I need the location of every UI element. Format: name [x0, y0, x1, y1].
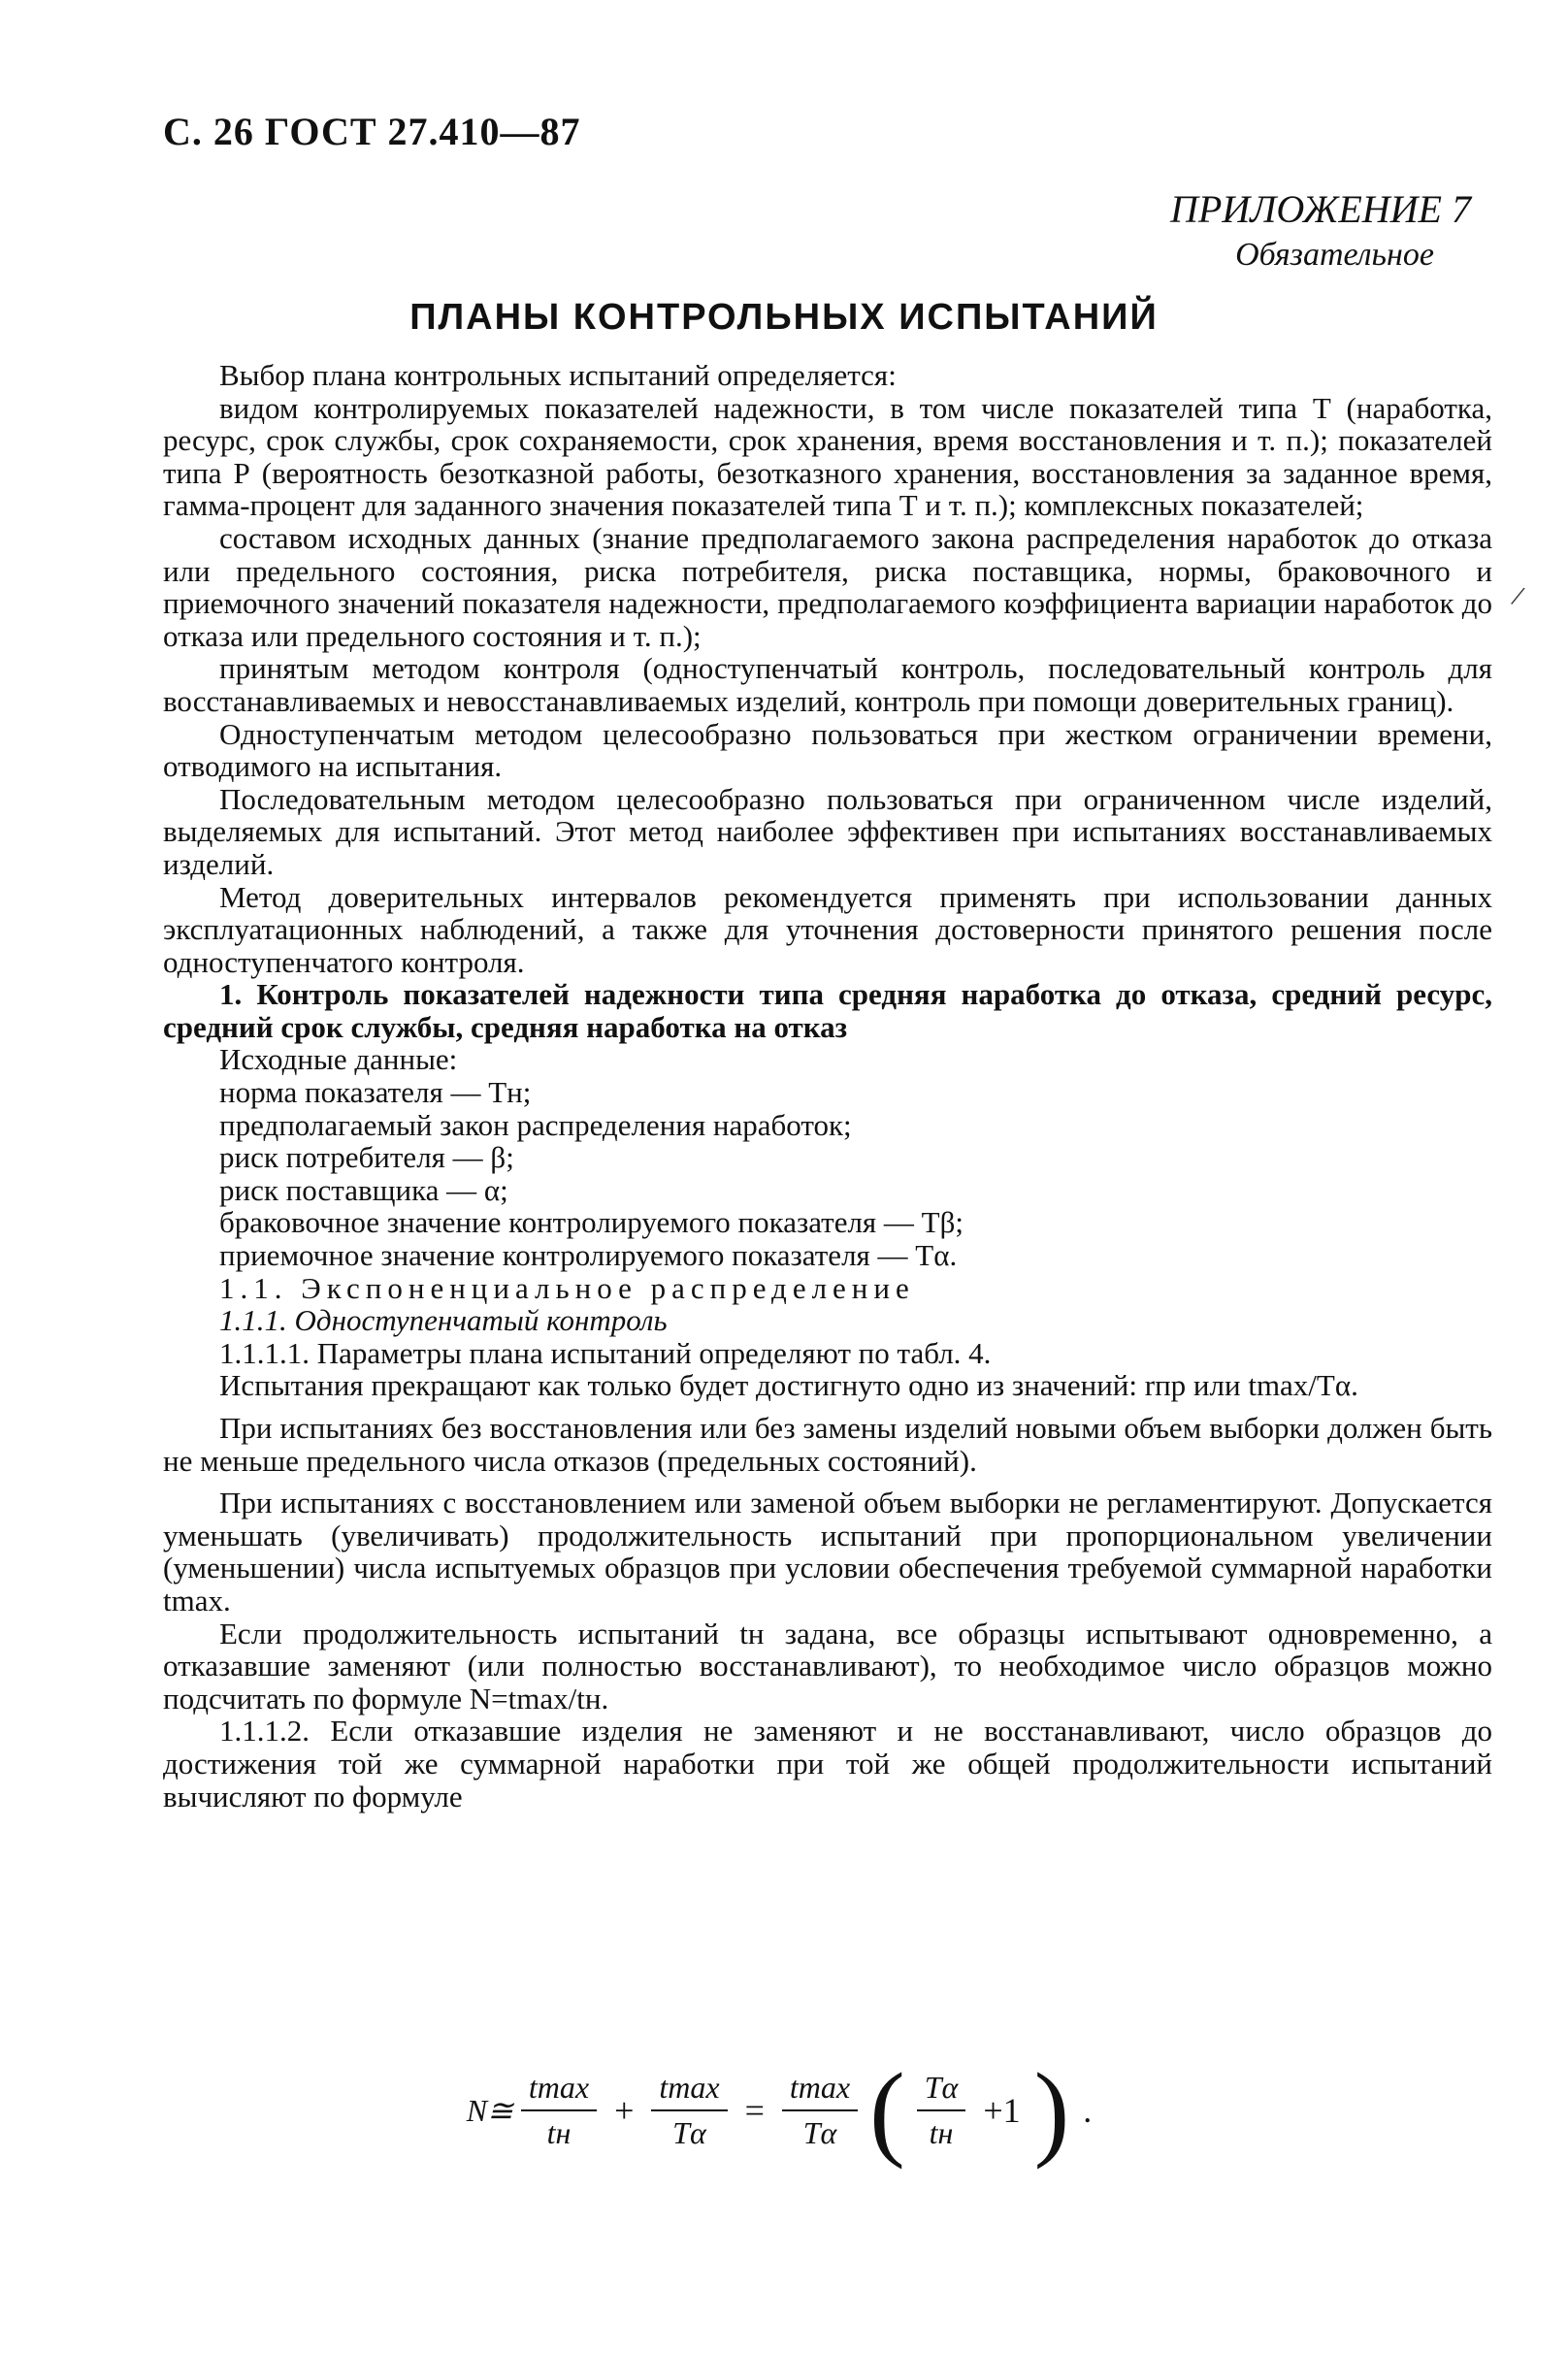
paragraph-criteria-method: принятым методом контроля (одноступенчатый контроль, последовательный контроль для восстанавливаемых и невосстанавливаемых изделий, контроль при помощи доверительных границ).: [163, 651, 1492, 718]
formula-left-paren: (: [869, 2051, 905, 2170]
section-heading-1-1-1: 1.1.1. Одноступенчатый контроль: [219, 1303, 668, 1338]
formula-fraction: [782, 2070, 858, 2151]
formula: [0, 2051, 1568, 2170]
formula-lhs: N≅: [466, 2093, 513, 2128]
source-item: предполагаемый закон распределения наработок;: [219, 1107, 852, 1142]
paragraph-no-restore: При испытаниях без восстановления или без замены изделий новыми объем выборки должен быть не меньше предельного числа отказов (предельных состояний).: [163, 1411, 1492, 1478]
paragraph-single-stage: Одноступенчатым методом целесообразно пользоваться при жестком ограничении времени, отводимого на испытания.: [163, 716, 1492, 784]
formula-fraction: [917, 2070, 966, 2151]
section-heading-1-1-1-1: 1.1.1.1. Параметры плана испытаний определяют по табл. 4.: [219, 1335, 992, 1370]
paragraph-1-1-1-2: 1.1.1.2. Если отказавшие изделия не заменяют и не восстанавливают, число образцов до достижения той же суммарной наработки при той же общей продолжительности испытаний вычисляют по формуле: [163, 1714, 1492, 1814]
paragraph-with-restore: При испытаниях с восстановлением или заменой объем выборки не регламентируют. Допускается уменьшать (увеличивать) продолжительность испытаний при пропорциональном увеличении (уменьшении) числа испытуемых образцов при условии обеспечения требуемой суммарной наработки tmax.: [163, 1486, 1492, 1618]
formula-fraction: [521, 2070, 597, 2151]
formula-numerator: Tα: [917, 2070, 966, 2111]
document-body: [163, 359, 1492, 1813]
formula-right-paren: ): [1033, 2051, 1070, 2170]
formula-end: .: [1083, 2091, 1093, 2130]
source-item: риск потребителя — β;: [219, 1140, 514, 1175]
formula-plus-one: +1: [983, 2091, 1021, 2130]
formula-numerator: tmax: [521, 2070, 597, 2111]
appendix-status: Обязательное: [1235, 237, 1434, 273]
appendix-title: ПРИЛОЖЕНИЕ 7: [1170, 187, 1471, 231]
formula-denominator: tн: [546, 2115, 572, 2150]
page-header: С. 26 ГОСТ 27.410—87: [163, 110, 581, 153]
formula-denominator: tн: [929, 2115, 954, 2150]
formula-numerator: tmax: [782, 2070, 858, 2111]
section-heading-1-1: 1.1. Экспоненциальное распределение: [219, 1270, 915, 1305]
source-item: браковочное значение контролируемого показателя — Tβ;: [219, 1205, 964, 1240]
paragraph-intro: Выбор плана контрольных испытаний определяется:: [219, 358, 897, 392]
formula-denominator: Tα: [802, 2115, 837, 2150]
formula-plus: +: [614, 2091, 635, 2130]
paragraph-confidence: Метод доверительных интервалов рекомендуется применять при использовании данных эксплуатационных наблюдений, а также для уточнения достоверности принятого решения после одноступенчатого контроля.: [163, 879, 1492, 979]
formula-equals: =: [744, 2091, 765, 2130]
source-item: приемочное значение контролируемого показателя — Tα.: [219, 1238, 958, 1273]
section-heading-1: 1. Контроль показателей надежности типа средняя наработка до отказа, средний ресурс, средний срок службы, средняя наработка на отказ: [163, 977, 1492, 1044]
paragraph-criteria-type: видом контролируемых показателей надежности, в том числе показателей типа Т (наработка, ресурс, срок службы, срок сохраняемости, срок хранения, время восстановления и т. п.); показателей типа Р (вероятность безотказной работы, безотказного хранения, восстановления за заданное время, гамма-процент для заданного значения показателей типа Т и т. п.); комплексных показателей;: [163, 390, 1492, 523]
source-item: риск поставщика — α;: [219, 1172, 508, 1207]
source-item: норма показателя — Tн;: [219, 1075, 532, 1110]
paragraph-sequential: Последовательным методом целесообразно пользоваться при ограниченном числе изделий, выделяемых для испытаний. Этот метод наиболее эффективен при испытаниях восстанавливаемых изделий.: [163, 781, 1492, 881]
formula-fraction: [651, 2070, 727, 2151]
paragraph-stop-condition: Испытания прекращают как только будет достигнуто одно из значений: rпр или tmax/Tα.: [219, 1368, 1358, 1403]
source-data-heading: Исходные данные:: [219, 1042, 458, 1077]
paragraph-criteria-source: составом исходных данных (знание предполагаемого закона распределения наработок до отказа или предельного состояния, риска потребителя, риска поставщика, нормы, браковочного и приемочного значений показателя надежности, предполагаемого коэффициента вариации наработок до отказа или предельного состояния и т. п.);: [163, 520, 1492, 653]
margin-mark: /: [1508, 579, 1527, 613]
paragraph-sample-count: Если продолжительность испытаний tн задана, все образцы испытывают одновременно, а отказавшие заменяют (или полностью восстанавливают), то необходимое число образцов можно подсчитать по формуле N=tmax/tн.: [163, 1616, 1492, 1716]
document-title: ПЛАНЫ КОНТРОЛЬНЫХ ИСПЫТАНИЙ: [409, 297, 1159, 338]
formula-numerator: tmax: [651, 2070, 727, 2111]
formula-denominator: Tα: [672, 2115, 706, 2150]
